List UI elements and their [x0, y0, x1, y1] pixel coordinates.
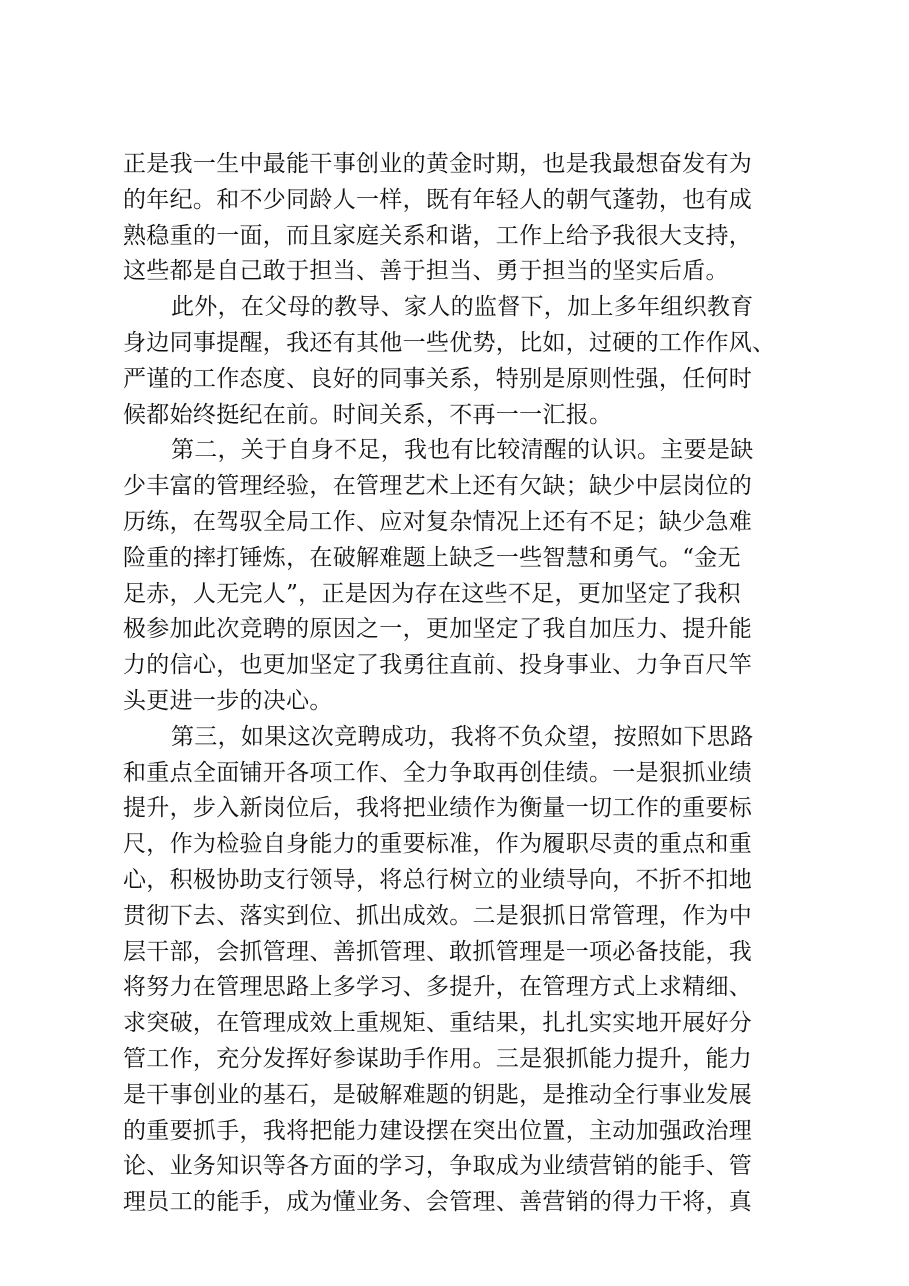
text-line: 层干部，会抓管理、善抓管理、敢抓管理是一项必备技能，我 [123, 938, 753, 965]
paragraph-start-line: 第二，关于自身不足，我也有比较清醒的认识。主要是缺 [171, 437, 754, 464]
text-line: 身边同事提醒，我还有其他一些优势，比如，过硬的工作作风、 [123, 329, 776, 356]
text-line: 尺，作为检验自身能力的重要标准，作为履职尽责的重点和重 [123, 831, 753, 858]
text-line: 管工作，充分发挥好参谋助手作用。三是狠抓能力提升，能力 [123, 1045, 753, 1072]
text-line: 心，积极协助支行领导，将总行树立的业绩导向，不折不扣地 [123, 866, 753, 893]
text-line: 少丰富的管理经验，在管理艺术上还有欠缺；缺少中层岗位的 [123, 473, 753, 500]
text-line: 的年纪。和不少同龄人一样，既有年轻人的朝气蓬勃，也有成 [123, 186, 753, 213]
text-line: 极参加此次竞聘的原因之一，更加坚定了我自加压力、提升能 [123, 616, 753, 643]
text-line: 候都始终挺纪在前。时间关系，不再一一汇报。 [123, 401, 613, 428]
body-text [123, 147, 813, 1221]
text-line: 熟稳重的一面，而且家庭关系和谐，工作上给予我很大支持， [123, 222, 753, 249]
text-line: 提升，步入新岗位后，我将把业绩作为衡量一切工作的重要标 [123, 795, 753, 822]
text-line: 严谨的工作态度、良好的同事关系，特别是原则性强，任何时 [123, 365, 753, 392]
text-line: 这些都是自己敢于担当、善于担当、勇于担当的坚实后盾。 [123, 258, 729, 285]
text-line: 力的信心，也更加坚定了我勇往直前、投身事业、力争百尺竿 [123, 652, 753, 679]
text-line: 历练，在驾驭全局工作、应对复杂情况上还有不足；缺少急难 [123, 508, 753, 535]
text-line: 将努力在管理思路上多学习、多提升，在管理方式上求精细、 [123, 974, 753, 1001]
text-line: 理员工的能手，成为懂业务、会管理、善营销的得力干将，真 [123, 1189, 753, 1216]
text-line: 头更进一步的决心。 [123, 687, 333, 714]
text-line: 求突破，在管理成效上重规矩、重结果，扎扎实实地开展好分 [123, 1010, 753, 1037]
text-line: 足赤，人无完人”，正是因为存在这些不足，更加坚定了我积 [123, 580, 741, 607]
text-line: 和重点全面铺开各项工作、全力争取再创佳绩。一是狠抓业绩 [123, 759, 753, 786]
paragraph-start-line: 此外，在父母的教导、家人的监督下，加上多年组织教育 [171, 294, 754, 321]
text-line: 是干事创业的基石，是破解难题的钥匙，是推动全行事业发展 [123, 1081, 753, 1108]
paragraph-start-line: 第三，如果这次竞聘成功，我将不负众望，按照如下思路 [171, 723, 754, 750]
text-line: 险重的摔打锤炼，在破解难题上缺乏一些智慧和勇气。“金无 [123, 544, 741, 571]
text-line: 正是我一生中最能干事创业的黄金时期，也是我最想奋发有为 [123, 151, 753, 177]
text-line: 贯彻下去、落实到位、抓出成效。二是狠抓日常管理，作为中 [123, 902, 753, 929]
text-line: 论、业务知识等各方面的学习，争取成为业绩营销的能手、管 [123, 1153, 753, 1180]
text-line: 的重要抓手，我将把能力建设摆在突出位置，主动加强政治理 [123, 1117, 753, 1144]
